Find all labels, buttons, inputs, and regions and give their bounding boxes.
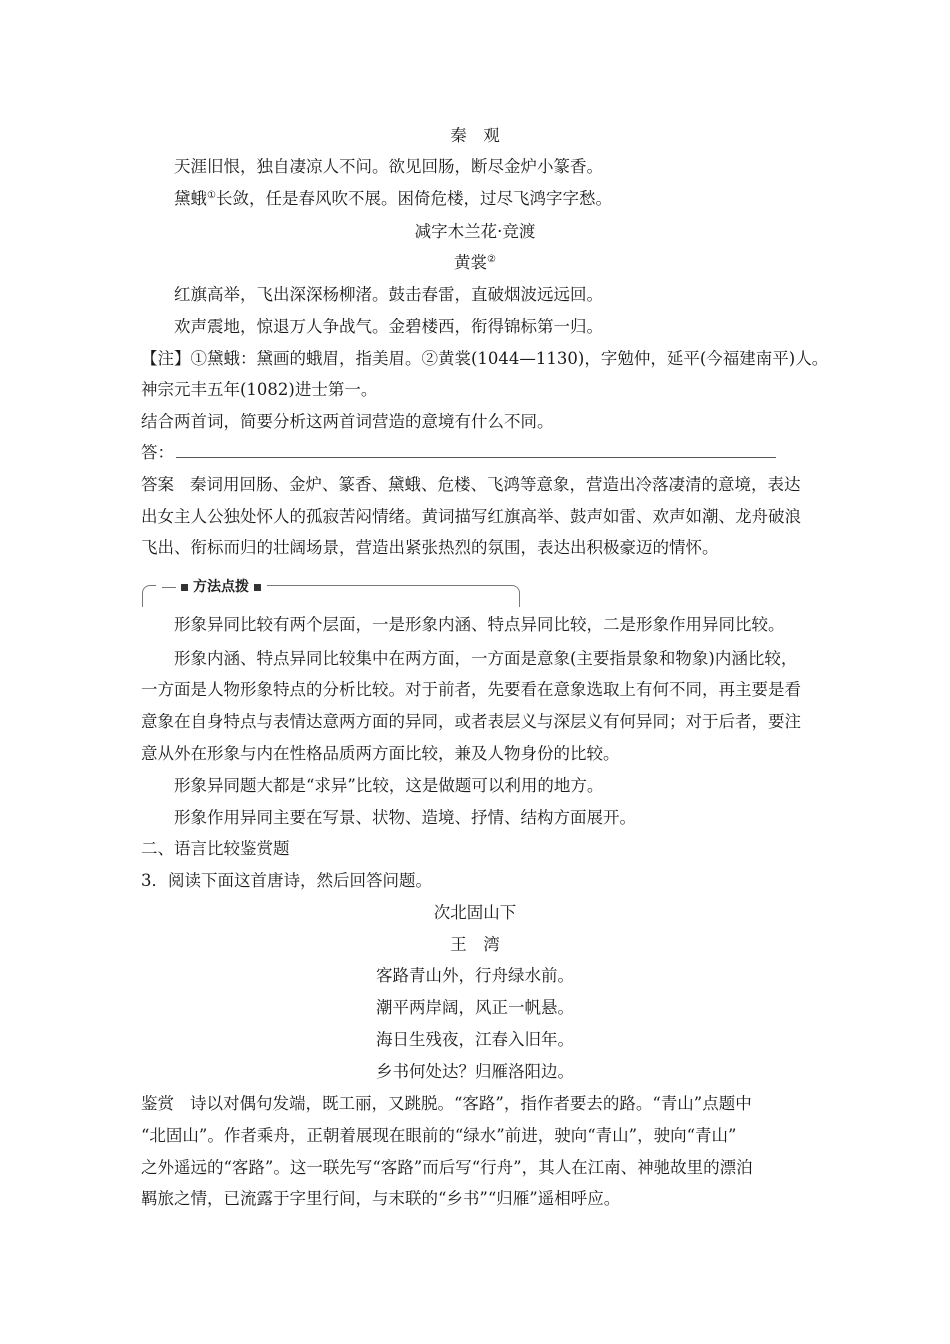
poem-line: 乡书何处达？归雁洛阳边。 xyxy=(376,1062,574,1081)
note-line: 【注】①黛蛾：黛画的蛾眉，指美眉。②黄裳(1044—1130)，字勉仲，延平(今福建南平)人。 xyxy=(141,349,829,368)
poem-line: 欢声震地，惊退万人争战气。金碧楼西，衔得锦标第一归。 xyxy=(174,317,603,336)
poem-line: 潮平两岸阔，风正一帆悬。 xyxy=(376,998,574,1017)
square-bullet-icon xyxy=(254,584,261,591)
appreciation-line: 羁旅之情，已流露于字里行间，与末联的“乡书”“归雁”遥相呼应。 xyxy=(141,1189,621,1208)
method-paragraph: 形象作用异同主要在写景、状物、造境、抒情、结构方面展开。 xyxy=(174,808,636,827)
question-text: 3．阅读下面这首唐诗，然后回答问题。 xyxy=(141,871,432,890)
note-label: 【注】 xyxy=(141,349,191,368)
question-text: 结合两首词，简要分析这两首词营造的意境有什么不同。 xyxy=(141,412,554,431)
appreciation-line: 之外遥远的“客路”。这一联先写“客路”而后写“行舟”，其人在江南、神驰故里的漂泊 xyxy=(141,1158,753,1177)
poem-line: 海日生残夜，江春入旧年。 xyxy=(376,1030,574,1049)
footnote-marker: ② xyxy=(487,254,496,265)
method-paragraph: 形象异同比较有两个层面，一是形象内涵、特点异同比较，二是形象作用异同比较。 xyxy=(174,615,785,634)
answer-line: 答案 秦词用回肠、金炉、篆香、黛蛾、危楼、飞鸿等意象，营造出冷落凄清的意境，表达 xyxy=(141,475,801,494)
poem-author: 王 湾 xyxy=(450,935,500,954)
poem-line: 黛蛾①长敛，任是春风吹不展。困倚危楼，过尽飞鸿字字愁。 xyxy=(174,189,612,208)
poem-author: 秦 观 xyxy=(450,126,500,145)
poem-line: 天涯旧恨，独自凄凉人不问。欲见回肠，断尽金炉小篆香。 xyxy=(174,157,603,176)
poem-line: 红旗高举，飞出深深杨柳渚。鼓击春雷，直破烟波远远回。 xyxy=(174,285,603,304)
answer-prompt: 答： xyxy=(141,443,174,462)
footnote-marker: ① xyxy=(207,190,216,201)
appreciation-line: 鉴赏 诗以对偶句发端，既工丽，又跳脱。“客路”，指作者要去的路。“青山”点题中 xyxy=(141,1094,752,1113)
method-paragraph: 意象在自身特点与表情达意两方面的异同，或者表层义与深层义有何异同；对于后者，要注 xyxy=(141,712,801,731)
poem-author: 黄裳② xyxy=(454,253,496,272)
poem-line: 客路青山外，行舟绿水前。 xyxy=(376,966,574,985)
method-paragraph: 一方面是人物形象特点的分析比较。对于前者，先要看在意象选取上有何不同，再主要是看 xyxy=(141,680,801,699)
method-paragraph: 形象内涵、特点异同比较集中在两方面，一方面是意象(主要指景象和物象)内涵比较， xyxy=(174,649,798,668)
answer-line: 出女主人公独处怀人的孤寂苦闷情绪。黄词描写红旗高举、鼓声如雷、欢声如潮、龙舟破浪 xyxy=(141,507,801,526)
square-bullet-icon xyxy=(181,584,188,591)
method-paragraph: 意从外在形象与内在性格品质两方面比较，兼及人物身份的比较。 xyxy=(141,744,620,763)
note-line: 神宗元丰五年(1082)进士第一。 xyxy=(141,380,378,399)
appreciation-label: 鉴赏 xyxy=(141,1094,174,1113)
poem-title: 减字木兰花·竞渡 xyxy=(414,222,536,241)
appreciation-line: “北固山”。作者乘舟，正朝着展现在眼前的“绿水”前进，驶向“青山”，驶向“青山” xyxy=(141,1126,737,1145)
poem-title: 次北固山下 xyxy=(433,903,517,922)
method-title: 方法点拨 xyxy=(156,577,267,597)
answer-line xyxy=(176,457,776,458)
section-heading: 二、语言比较鉴赏题 xyxy=(141,839,290,858)
method-paragraph: 形象异同题大都是“求异”比较，这是做题可以利用的地方。 xyxy=(174,776,604,795)
answer-line: 飞出、衔标而归的壮阔场景，营造出紧张热烈的氛围，表达出积极豪迈的情怀。 xyxy=(141,538,719,557)
answer-label: 答案 xyxy=(141,475,174,494)
